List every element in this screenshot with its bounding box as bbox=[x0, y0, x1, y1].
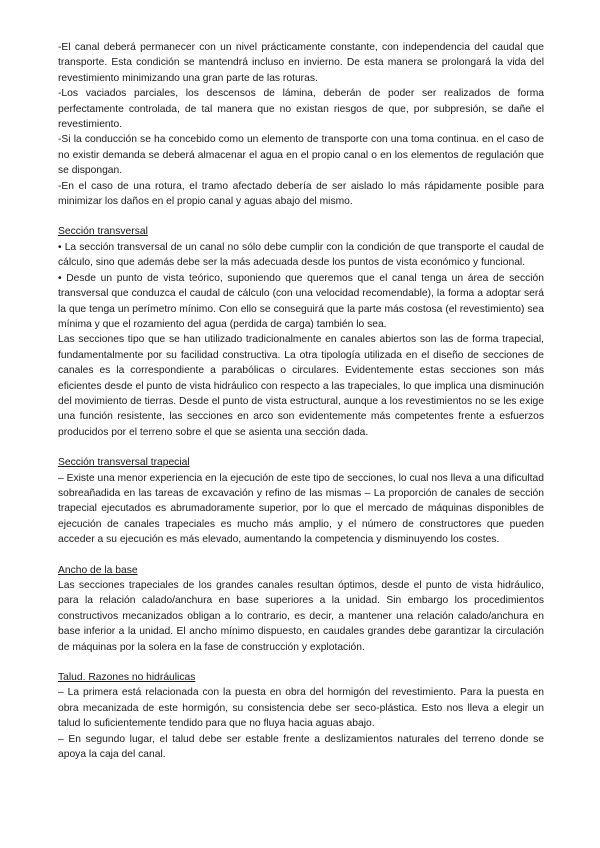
section-heading-ancho-base: Ancho de la base bbox=[58, 564, 138, 576]
section-gap bbox=[58, 440, 544, 455]
document-page bbox=[58, 40, 544, 762]
transversal-paragraph-2: • Desde un punto de vista teórico, suponiendo que queremos que el canal tenga un área de sección transversal que conduzca el caudal de cálculo (con una velocidad recomendable), la forma a adoptar será la que tenga un perímetro mínimo. Con ello se conseguirá que la parte más costosa (el revestimiento) sea mínima y que el rozamiento del agua (perdida de carga) también lo sea. bbox=[58, 272, 544, 330]
section-heading-talud: Talud. Razones no hidráulicas bbox=[58, 672, 196, 684]
transversal-paragraph-1: • La sección transversal de un canal no sólo debe cumplir con la condición de que transporte el caudal de cálculo, sino que además debe ser la más adecuada desde los puntos de vista económico y funcional. bbox=[58, 241, 544, 269]
section-gap bbox=[58, 209, 544, 224]
talud-paragraph-2: – En segundo lugar, el talud debe ser estable frente a deslizamientos naturales del terreno donde se apoya la caja del canal. bbox=[58, 733, 544, 761]
section-gap bbox=[58, 655, 544, 670]
section-gap bbox=[58, 548, 544, 563]
ancho-base-paragraph-1: Las secciones trapeciales de los grandes canales resultan óptimos, desde el punto de vista hidráulico, para la relación calado/anchura en base superiores a la unidad. Sin embargo los procedimientos constructivos mecanizados obligan a lo contrario, es decir, a mantener una relación calado/anchura en base inferior a la unidad. El ancho mínimo dispuesto, en caudales grandes debe garantizar la circulación de máquinas por la solera en la fase de construcción y explotación. bbox=[58, 580, 544, 653]
intro-paragraph-3: -Si la conducción se ha concebido como un elemento de transporte con una toma continua. en el caso de no existir demanda se deberá almacenar el agua en el propio canal o en los elementos de regulación que se dispongan. bbox=[58, 134, 544, 177]
trapecial-paragraph-1: – Existe una menor experiencia en la ejecución de este tipo de secciones, lo cual nos lleva a una dificultad sobreañadida en las tareas de excavación y refino de las mismas – La proporción de canales de sección trapecial ejecutados es abrumadoramente superior, por lo que el mercado de máquinas disponibles de ejecución de canales trapeciales es mucho más amplio, y el número de constructores que pueden acceder a su ejecución es más elevado, aumentando la competencia y disminuyendo los costes. bbox=[58, 472, 544, 546]
intro-paragraph-2: -Los vaciados parciales, los descensos de lámina, deberán de poder ser realizados de forma perfectamente controlada, de tal manera que no existan riesgos de que, por subpresión, se dañe el revestimiento. bbox=[58, 88, 544, 131]
intro-paragraph-1: -El canal deberá permanecer con un nivel prácticamente constante, con independencia del caudal que transporte. Esta condición se mantendrá incluso en invierno. De esta manera se prolongará la vida del revestimiento minimizando una gran parte de las roturas. bbox=[58, 42, 544, 84]
transversal-paragraph-3: Las secciones tipo que se han utilizado tradicionalmente en canales abiertos son las de forma trapecial, fundamentalmente por su facilidad constructiva. La otra tipología utilizada en el diseño de secciones de canales es la correspondiente a parabólicas o circulares. Evidentemente estas secciones son más eficientes desde el punto de vista hidráulico con respecto a las trapeciales, lo que implica una disminución del movimiento de tierras. Desde el punto de vista estructural, aunque a los revestimientos no se les exige una función resistente, las secciones en arco son evidentemente más competentes frente a esfuerzos producidos por el terreno sobre el que se asienta una sección dada. bbox=[58, 334, 544, 438]
talud-paragraph-1: – La primera está relacionada con la puesta en obra del hormigón del revestimiento. Para la puesta en obra mecanizada de este hormigón, su consistencia debe ser seco-plástica. Esto nos lleva a elegir un talud lo suficientemente tendido para que no fluya hacia aguas abajo. bbox=[58, 687, 544, 730]
section-heading-transversal: Sección transversal bbox=[58, 226, 148, 238]
intro-paragraph-4: -En el caso de una rotura, el tramo afectado debería de ser aislado lo más rápidamente posible para minimizar los daños en el propio canal y aguas abajo del mismo. bbox=[58, 180, 544, 208]
section-heading-trapecial: Sección transversal trapecial bbox=[58, 457, 190, 469]
